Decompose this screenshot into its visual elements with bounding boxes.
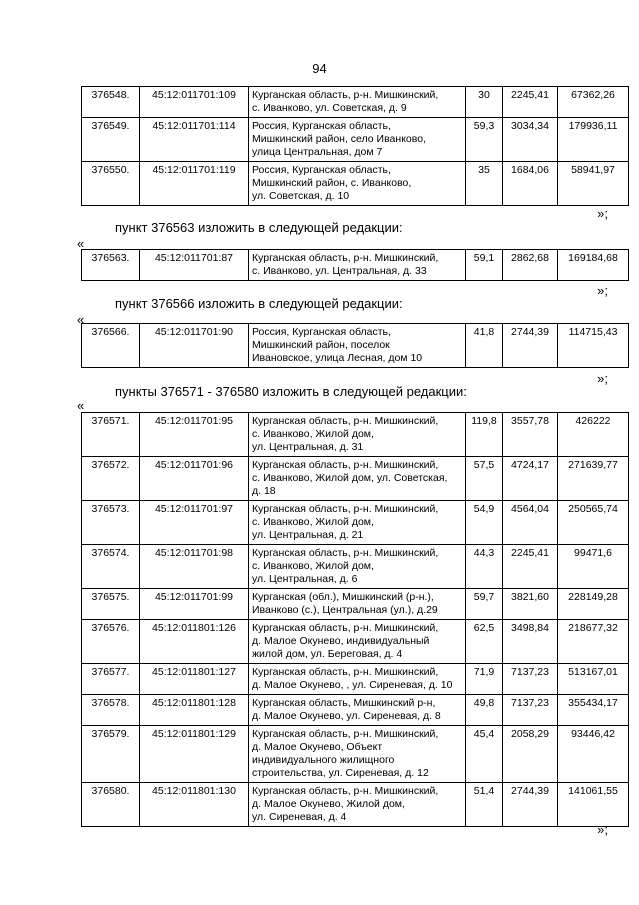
row-number-cell: 376563. (82, 250, 140, 281)
registry-table-376566 (81, 323, 629, 368)
row-number-cell: 376548. (82, 87, 140, 118)
unit-value-cell: 4564,04 (503, 501, 558, 545)
table-row (82, 457, 629, 501)
area-cell: 30 (466, 87, 503, 118)
area-cell: 59,1 (466, 250, 503, 281)
address-cell: Россия, Курганская область, Мишкинский район, село Иванково, улица Центральная, дом 7 (249, 118, 466, 162)
unit-value-cell: 2862,68 (503, 250, 558, 281)
area-cell: 51,4 (466, 783, 503, 827)
unit-value-cell: 1684,06 (503, 162, 558, 206)
cadastral-number-cell: 45:12:011801:127 (140, 664, 249, 695)
unit-value-cell: 4724,17 (503, 457, 558, 501)
unit-value-cell: 7137,23 (503, 664, 558, 695)
cadastral-value-cell: 99471,6 (558, 545, 629, 589)
row-number-cell: 376578. (82, 695, 140, 726)
area-cell: 45,4 (466, 726, 503, 783)
cadastral-number-cell: 45:12:011701:95 (140, 413, 249, 457)
cadastral-value-cell: 426222 (558, 413, 629, 457)
area-cell: 59,3 (466, 118, 503, 162)
cadastral-number-cell: 45:12:011701:90 (140, 324, 249, 368)
row-number-cell: 376577. (82, 664, 140, 695)
cadastral-number-cell: 45:12:011701:119 (140, 162, 249, 206)
amendment-instruction: пункт 376566 изложить в следующей редакции: (115, 296, 403, 311)
address-cell: Курганская область, р-н. Мишкинский, с. Иванково, ул. Советская, д. 9 (249, 87, 466, 118)
area-cell: 44,3 (466, 545, 503, 589)
table-row (82, 162, 629, 206)
table-row (82, 501, 629, 545)
unit-value-cell: 3034,34 (503, 118, 558, 162)
cadastral-value-cell: 141061,55 (558, 783, 629, 827)
cadastral-value-cell: 355434,17 (558, 695, 629, 726)
cadastral-number-cell: 45:12:011801:130 (140, 783, 249, 827)
table-row (82, 87, 629, 118)
cadastral-value-cell: 250565,74 (558, 501, 629, 545)
registry-table-376563 (81, 249, 629, 281)
address-cell: Курганская область, р-н. Мишкинский, с. Иванково, Жилой дом, ул. Центральная, д. 31 (249, 413, 466, 457)
area-cell: 62,5 (466, 620, 503, 664)
unit-value-cell: 3557,78 (503, 413, 558, 457)
opening-quote-mark: « (77, 236, 85, 251)
address-cell: Курганская область, р-н. Мишкинский, д. Малое Окунево, , ул. Сиреневая, д. 10 (249, 664, 466, 695)
unit-value-cell: 2058,29 (503, 726, 558, 783)
unit-value-cell: 2744,39 (503, 783, 558, 827)
row-number-cell: 376574. (82, 545, 140, 589)
area-cell: 35 (466, 162, 503, 206)
cadastral-value-cell: 58941,97 (558, 162, 629, 206)
cadastral-number-cell: 45:12:011701:96 (140, 457, 249, 501)
row-number-cell: 376549. (82, 118, 140, 162)
closing-quote-mark: »; (597, 206, 608, 221)
address-cell: Курганская область, р-н. Мишкинский, с. Иванково, Жилой дом, ул. Центральная, д. 6 (249, 545, 466, 589)
row-number-cell: 376573. (82, 501, 140, 545)
address-cell: Курганская область, р-н. Мишкинский, с. Иванково, Жилой дом, ул. Советская, д. 18 (249, 457, 466, 501)
cadastral-number-cell: 45:12:011701:99 (140, 589, 249, 620)
cadastral-number-cell: 45:12:011801:129 (140, 726, 249, 783)
cadastral-number-cell: 45:12:011701:109 (140, 87, 249, 118)
area-cell: 57,5 (466, 457, 503, 501)
cadastral-value-cell: 179936,11 (558, 118, 629, 162)
table-row (82, 413, 629, 457)
row-number-cell: 376580. (82, 783, 140, 827)
unit-value-cell: 7137,23 (503, 695, 558, 726)
registry-table-top (81, 86, 629, 206)
row-number-cell: 376571. (82, 413, 140, 457)
table-row (82, 324, 629, 368)
table-row (82, 250, 629, 281)
cadastral-number-cell: 45:12:011701:114 (140, 118, 249, 162)
address-cell: Россия, Курганская область, Мишкинский район, поселок Ивановское, улица Лесная, дом 10 (249, 324, 466, 368)
cadastral-number-cell: 45:12:011701:87 (140, 250, 249, 281)
cadastral-number-cell: 45:12:011801:128 (140, 695, 249, 726)
unit-value-cell: 3498,84 (503, 620, 558, 664)
row-number-cell: 376572. (82, 457, 140, 501)
closing-quote-mark: »; (597, 822, 608, 837)
table-row (82, 118, 629, 162)
area-cell: 54,9 (466, 501, 503, 545)
table-row (82, 783, 629, 827)
table-row (82, 695, 629, 726)
table-row (82, 545, 629, 589)
address-cell: Курганская область, р-н. Мишкинский, д. Малое Окунево, Жилой дом, ул. Сиреневая, д. 4 (249, 783, 466, 827)
registry-table-376571-376580 (81, 412, 629, 827)
table-row (82, 726, 629, 783)
address-cell: Курганская область, р-н. Мишкинский, с. Иванково, ул. Центральная, д. 33 (249, 250, 466, 281)
page-number: 94 (312, 61, 327, 76)
amendment-instruction: пункты 376571 - 376580 изложить в следующей редакции: (115, 384, 467, 399)
row-number-cell: 376576. (82, 620, 140, 664)
row-number-cell: 376566. (82, 324, 140, 368)
address-cell: Курганская область, р-н. Мишкинский, с. Иванково, Жилой дом, ул. Центральная, д. 21 (249, 501, 466, 545)
address-cell: Курганская область, р-н. Мишкинский, д. Малое Окунево, индивидуальный жилой дом, ул. Береговая, д. 4 (249, 620, 466, 664)
area-cell: 59,7 (466, 589, 503, 620)
unit-value-cell: 3821,60 (503, 589, 558, 620)
cadastral-number-cell: 45:12:011701:98 (140, 545, 249, 589)
row-number-cell: 376550. (82, 162, 140, 206)
cadastral-value-cell: 218677,32 (558, 620, 629, 664)
cadastral-value-cell: 513167,01 (558, 664, 629, 695)
amendment-instruction: пункт 376563 изложить в следующей редакции: (115, 220, 403, 235)
row-number-cell: 376579. (82, 726, 140, 783)
cadastral-value-cell: 271639,77 (558, 457, 629, 501)
opening-quote-mark: « (77, 312, 85, 327)
cadastral-number-cell: 45:12:011801:126 (140, 620, 249, 664)
table-row (82, 589, 629, 620)
area-cell: 119,8 (466, 413, 503, 457)
area-cell: 49,8 (466, 695, 503, 726)
address-cell: Курганская (обл.), Мишкинский (р-н.), Иванково (с.), Центральная (ул.), д.29 (249, 589, 466, 620)
area-cell: 41,8 (466, 324, 503, 368)
unit-value-cell: 2245,41 (503, 87, 558, 118)
address-cell: Россия, Курганская область, Мишкинский район, с. Иванково, ул. Советская, д. 10 (249, 162, 466, 206)
cadastral-value-cell: 67362,26 (558, 87, 629, 118)
cadastral-value-cell: 169184,68 (558, 250, 629, 281)
closing-quote-mark: »; (597, 283, 608, 298)
area-cell: 71,9 (466, 664, 503, 695)
opening-quote-mark: « (77, 398, 85, 413)
address-cell: Курганская область, Мишкинский р-н, д. Малое Окунево, ул. Сиреневая, д. 8 (249, 695, 466, 726)
table-row (82, 620, 629, 664)
closing-quote-mark: »; (597, 371, 608, 386)
cadastral-value-cell: 114715,43 (558, 324, 629, 368)
unit-value-cell: 2245,41 (503, 545, 558, 589)
cadastral-value-cell: 93446,42 (558, 726, 629, 783)
address-cell: Курганская область, р-н. Мишкинский, д. Малое Окунево, Объект индивидуального жилищного строительства, ул. Сиреневая, д. 12 (249, 726, 466, 783)
table-row (82, 664, 629, 695)
row-number-cell: 376575. (82, 589, 140, 620)
unit-value-cell: 2744,39 (503, 324, 558, 368)
cadastral-number-cell: 45:12:011701:97 (140, 501, 249, 545)
cadastral-value-cell: 228149,28 (558, 589, 629, 620)
